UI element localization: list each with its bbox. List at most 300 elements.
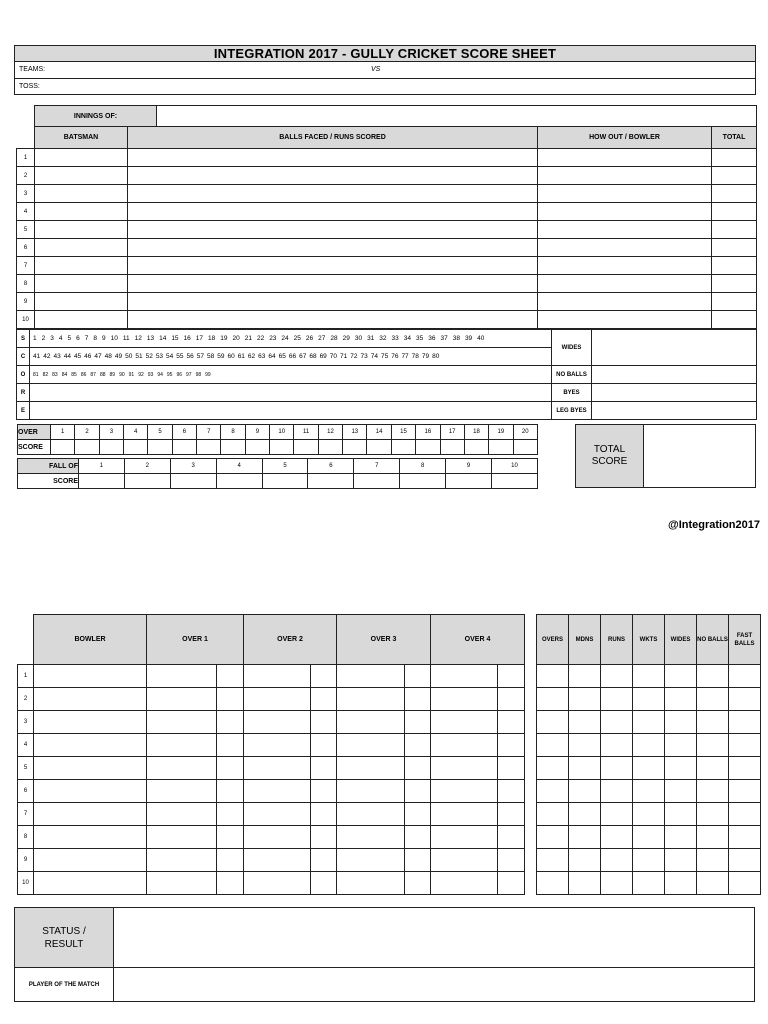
stat-field[interactable]: [633, 803, 665, 826]
stat-field[interactable]: [729, 665, 761, 688]
over-ball-field[interactable]: [311, 665, 337, 688]
bowling-row: [18, 849, 525, 872]
over-ball-field[interactable]: [405, 688, 431, 711]
stat-field[interactable]: [697, 711, 729, 734]
over-ball-field[interactable]: [431, 688, 498, 711]
balls-faced-field[interactable]: [128, 167, 538, 185]
stat-field[interactable]: [601, 711, 633, 734]
over-ball-field[interactable]: [431, 757, 498, 780]
batsman-name-field[interactable]: [35, 167, 128, 185]
bowler-name-field[interactable]: [34, 803, 147, 826]
over-score-field[interactable]: [440, 440, 464, 455]
over-ball-field[interactable]: [337, 872, 405, 895]
batsman-name-field[interactable]: [35, 221, 128, 239]
over-score-field[interactable]: [464, 440, 488, 455]
over-ball-field[interactable]: [405, 780, 431, 803]
score-number: 62: [247, 353, 256, 360]
over-ball-field[interactable]: [498, 688, 525, 711]
batsman-total-field[interactable]: [712, 203, 757, 221]
bowling-row-number: 9: [18, 849, 34, 872]
over-ball-field[interactable]: [147, 734, 217, 757]
score-number: 35: [416, 335, 424, 342]
over-ball-field[interactable]: [217, 826, 244, 849]
bowling-row-number: 6: [18, 780, 34, 803]
stat-field[interactable]: [665, 849, 697, 872]
score-numbers-cell[interactable]: [30, 348, 552, 366]
stat-field[interactable]: [601, 803, 633, 826]
stat-field[interactable]: [537, 780, 569, 803]
bowler-name-field[interactable]: [34, 734, 147, 757]
over-ball-field[interactable]: [431, 872, 498, 895]
bowler-name-field[interactable]: [34, 711, 147, 734]
bowler-name-field[interactable]: [34, 849, 147, 872]
over-ball-field[interactable]: [337, 688, 405, 711]
over-number: 15: [391, 425, 415, 440]
over-ball-field[interactable]: [244, 711, 311, 734]
batsman-name-field[interactable]: [35, 239, 128, 257]
over-ball-field[interactable]: [244, 803, 311, 826]
over-ball-field[interactable]: [405, 711, 431, 734]
stat-field[interactable]: [537, 826, 569, 849]
batsman-name-field[interactable]: [35, 257, 128, 275]
over-ball-field[interactable]: [217, 688, 244, 711]
total-score-field[interactable]: [644, 425, 756, 488]
stat-field[interactable]: [601, 665, 633, 688]
score-number: 9: [102, 335, 106, 342]
stat-field[interactable]: [665, 711, 697, 734]
score-number: 22: [256, 335, 265, 342]
stat-field[interactable]: [569, 849, 601, 872]
wicket-score-field[interactable]: [308, 474, 354, 489]
score-number: 3: [50, 335, 54, 342]
stat-field[interactable]: [569, 757, 601, 780]
over-score-field[interactable]: [99, 440, 123, 455]
score-number: 87: [90, 371, 96, 378]
bowler-name-field[interactable]: [34, 688, 147, 711]
stat-field[interactable]: [697, 826, 729, 849]
stat-field[interactable]: [633, 757, 665, 780]
score-number: 84: [61, 371, 68, 378]
over-score-field[interactable]: [124, 440, 148, 455]
batsman-total-field[interactable]: [712, 149, 757, 167]
over-ball-field[interactable]: [147, 872, 217, 895]
stat-field[interactable]: [697, 849, 729, 872]
score-number: 20: [232, 335, 240, 342]
wicket-score-field[interactable]: [124, 474, 170, 489]
over-score-field[interactable]: [489, 440, 513, 455]
wicket-score-field[interactable]: [354, 474, 400, 489]
over-ball-field[interactable]: [431, 826, 498, 849]
balls-faced-field[interactable]: [128, 185, 538, 203]
stat-field[interactable]: [569, 688, 601, 711]
over-ball-field[interactable]: [147, 849, 217, 872]
stat-field[interactable]: [729, 711, 761, 734]
over-score-field[interactable]: [270, 440, 294, 455]
stats-row: [537, 688, 761, 711]
stat-field[interactable]: [665, 780, 697, 803]
over-ball-field[interactable]: [147, 665, 217, 688]
score-numbers-cell[interactable]: [30, 330, 552, 348]
over-ball-field[interactable]: [311, 803, 337, 826]
balls-faced-field[interactable]: [128, 221, 538, 239]
stat-field[interactable]: [633, 849, 665, 872]
how-out-field[interactable]: [538, 257, 712, 275]
score-number: 39: [464, 335, 473, 342]
over-ball-field[interactable]: [498, 734, 525, 757]
over-ball-field[interactable]: [337, 826, 405, 849]
score-number: 56: [186, 353, 194, 360]
over-ball-field[interactable]: [405, 872, 431, 895]
over-score-field[interactable]: [367, 440, 391, 455]
stat-field[interactable]: [569, 780, 601, 803]
score-number: 32: [379, 335, 387, 342]
batsman-total-field[interactable]: [712, 239, 757, 257]
batsman-total-field[interactable]: [712, 167, 757, 185]
how-out-field[interactable]: [538, 275, 712, 293]
over-ball-field[interactable]: [244, 688, 311, 711]
extras-field[interactable]: [592, 384, 757, 402]
stat-field[interactable]: [569, 803, 601, 826]
stat-field[interactable]: [601, 734, 633, 757]
over-ball-field[interactable]: [244, 826, 311, 849]
over-ball-field[interactable]: [431, 711, 498, 734]
stat-field[interactable]: [601, 780, 633, 803]
how-out-field[interactable]: [538, 167, 712, 185]
over-ball-field[interactable]: [405, 665, 431, 688]
stat-field[interactable]: [665, 688, 697, 711]
stat-field[interactable]: [569, 665, 601, 688]
stat-field[interactable]: [633, 711, 665, 734]
over-ball-field[interactable]: [147, 757, 217, 780]
stat-field[interactable]: [601, 872, 633, 895]
score-number: 41: [33, 353, 41, 360]
score-number: 49: [114, 353, 123, 360]
over-ball-field[interactable]: [147, 711, 217, 734]
over1-header: OVER 1: [147, 615, 244, 665]
over-ball-field[interactable]: [311, 734, 337, 757]
stat-field[interactable]: [633, 688, 665, 711]
stat-field[interactable]: [633, 665, 665, 688]
innings-of-field[interactable]: [157, 106, 757, 127]
wicket-score-field[interactable]: [400, 474, 446, 489]
over-ball-field[interactable]: [147, 780, 217, 803]
stat-field[interactable]: [601, 826, 633, 849]
over-ball-field[interactable]: [337, 711, 405, 734]
batsman-total-field[interactable]: [712, 257, 757, 275]
over-ball-field[interactable]: [311, 826, 337, 849]
score-number: 34: [403, 335, 411, 342]
stats-row: [537, 803, 761, 826]
score-grid-row: [17, 330, 757, 348]
bowler-name-field[interactable]: [34, 826, 147, 849]
over-ball-field[interactable]: [244, 734, 311, 757]
over-ball-field[interactable]: [147, 803, 217, 826]
wicket-score-field[interactable]: [446, 474, 492, 489]
over-ball-field[interactable]: [311, 849, 337, 872]
stat-field[interactable]: [697, 803, 729, 826]
score-number: 15: [171, 335, 179, 342]
player-of-match-field[interactable]: [114, 968, 755, 1002]
stat-field[interactable]: [665, 872, 697, 895]
wicket-number: 8: [400, 459, 446, 474]
batsman-total-field[interactable]: [712, 293, 757, 311]
score-number: 17: [195, 335, 204, 342]
stat-field[interactable]: [537, 803, 569, 826]
batsman-total-field[interactable]: [712, 311, 757, 329]
over-ball-field[interactable]: [311, 757, 337, 780]
stat-field[interactable]: [729, 780, 761, 803]
over-ball-field[interactable]: [498, 849, 525, 872]
wicket-score-field[interactable]: [216, 474, 262, 489]
balls-faced-header: BALLS FACED / RUNS SCORED: [128, 127, 538, 149]
wicket-score-field[interactable]: [492, 474, 538, 489]
stat-field[interactable]: [601, 688, 633, 711]
stat-field[interactable]: [633, 734, 665, 757]
how-out-field[interactable]: [538, 311, 712, 329]
balls-faced-field[interactable]: [128, 275, 538, 293]
stat-field[interactable]: [697, 757, 729, 780]
stat-field[interactable]: [633, 780, 665, 803]
score-number: 45: [73, 353, 82, 360]
wicket-number: 6: [308, 459, 354, 474]
extras-field-wides[interactable]: [592, 330, 757, 366]
over-ball-field[interactable]: [431, 665, 498, 688]
score-number: 94: [157, 371, 163, 378]
stat-field[interactable]: [729, 826, 761, 849]
stat-field[interactable]: [665, 757, 697, 780]
teams-label: TEAMS:: [19, 66, 46, 73]
over-ball-field[interactable]: [405, 849, 431, 872]
over-ball-field[interactable]: [337, 757, 405, 780]
toss-row[interactable]: [14, 79, 756, 95]
over-ball-field[interactable]: [217, 780, 244, 803]
over-ball-field[interactable]: [337, 803, 405, 826]
stat-field[interactable]: [665, 826, 697, 849]
over-ball-field[interactable]: [337, 780, 405, 803]
batsman-name-field[interactable]: [35, 149, 128, 167]
over-ball-field[interactable]: [405, 826, 431, 849]
over-score-field[interactable]: [318, 440, 342, 455]
score-number: 25: [293, 335, 301, 342]
over-ball-field[interactable]: [498, 872, 525, 895]
stat-field[interactable]: [601, 849, 633, 872]
over-score-field[interactable]: [416, 440, 440, 455]
stat-field[interactable]: [729, 849, 761, 872]
extras-field[interactable]: [592, 366, 757, 384]
over-ball-field[interactable]: [431, 734, 498, 757]
stat-field[interactable]: [665, 734, 697, 757]
over-ball-field[interactable]: [217, 757, 244, 780]
stat-field[interactable]: [569, 826, 601, 849]
batsman-name-field[interactable]: [35, 275, 128, 293]
balls-faced-field[interactable]: [128, 257, 538, 275]
stat-field[interactable]: [569, 872, 601, 895]
balls-faced-field[interactable]: [128, 149, 538, 167]
over-ball-field[interactable]: [244, 757, 311, 780]
over-number: 17: [440, 425, 464, 440]
over-score-field[interactable]: [197, 440, 221, 455]
over-ball-field[interactable]: [431, 780, 498, 803]
how-out-field[interactable]: [538, 149, 712, 167]
wicket-number: 1: [79, 459, 125, 474]
over-score-field[interactable]: [221, 440, 245, 455]
score-number: 16: [183, 335, 191, 342]
balls-faced-field[interactable]: [128, 239, 538, 257]
extras-field[interactable]: [592, 402, 757, 420]
bowler-name-field[interactable]: [34, 780, 147, 803]
wicket-score-field[interactable]: [79, 474, 125, 489]
bowling-row: [18, 757, 525, 780]
over-ball-field[interactable]: [217, 849, 244, 872]
stat-field[interactable]: [633, 872, 665, 895]
over-score-field[interactable]: [294, 440, 318, 455]
how-out-field[interactable]: [538, 185, 712, 203]
how-out-field[interactable]: [538, 239, 712, 257]
wicket-score-field[interactable]: [170, 474, 216, 489]
over-ball-field[interactable]: [498, 711, 525, 734]
batsman-total-field[interactable]: [712, 275, 757, 293]
over-ball-field[interactable]: [217, 734, 244, 757]
stat-field[interactable]: [697, 780, 729, 803]
wicket-number: 5: [262, 459, 308, 474]
over-score-field[interactable]: [513, 440, 537, 455]
over-score-field[interactable]: [245, 440, 269, 455]
score-number: 37: [440, 335, 448, 342]
over-score-field[interactable]: [51, 440, 75, 455]
over-ball-field[interactable]: [217, 665, 244, 688]
over-ball-field[interactable]: [217, 872, 244, 895]
over-ball-field[interactable]: [498, 803, 525, 826]
over-ball-field[interactable]: [244, 665, 311, 688]
over-score-field[interactable]: [148, 440, 172, 455]
bowler-name-field[interactable]: [34, 872, 147, 895]
batsman-name-field[interactable]: [35, 203, 128, 221]
score-number: 52: [145, 353, 153, 360]
over-ball-field[interactable]: [498, 826, 525, 849]
stat-field[interactable]: [697, 872, 729, 895]
over4-header: OVER 4: [431, 615, 525, 665]
over-ball-field[interactable]: [244, 872, 311, 895]
over-number: 4: [124, 425, 148, 440]
balls-faced-field[interactable]: [128, 203, 538, 221]
stats-row: [537, 849, 761, 872]
result-table: [14, 907, 755, 1002]
batsman-total-field[interactable]: [712, 221, 757, 239]
over-ball-field[interactable]: [217, 711, 244, 734]
score-number: 43: [53, 353, 61, 360]
stat-field[interactable]: [569, 711, 601, 734]
stat-field[interactable]: [697, 688, 729, 711]
stat-field[interactable]: [537, 734, 569, 757]
stat-field[interactable]: [729, 734, 761, 757]
how-out-field[interactable]: [538, 203, 712, 221]
over-ball-field[interactable]: [405, 757, 431, 780]
stat-field[interactable]: [697, 665, 729, 688]
total-score-box: [575, 424, 756, 488]
stat-field[interactable]: [729, 757, 761, 780]
over-ball-field[interactable]: [217, 803, 244, 826]
bowling-row-number: 10: [18, 872, 34, 895]
score-numbers-cell[interactable]: [30, 402, 552, 420]
stat-field[interactable]: [601, 757, 633, 780]
status-result-label: STATUS / RESULT: [15, 908, 114, 968]
balls-faced-field[interactable]: [128, 311, 538, 329]
over-number: 20: [513, 425, 537, 440]
teams-row[interactable]: [14, 62, 756, 79]
stat-field[interactable]: [729, 872, 761, 895]
stat-field[interactable]: [537, 688, 569, 711]
over-ball-field[interactable]: [431, 803, 498, 826]
batting-row: [17, 221, 757, 239]
over-ball-field[interactable]: [311, 688, 337, 711]
over-ball-field[interactable]: [244, 780, 311, 803]
over-score-field[interactable]: [391, 440, 415, 455]
how-out-field[interactable]: [538, 293, 712, 311]
over-ball-field[interactable]: [405, 734, 431, 757]
stat-field[interactable]: [633, 826, 665, 849]
stat-field[interactable]: [665, 665, 697, 688]
over-ball-field[interactable]: [498, 757, 525, 780]
over-ball-field[interactable]: [311, 872, 337, 895]
over-score-field[interactable]: [75, 440, 99, 455]
stat-field[interactable]: [537, 665, 569, 688]
wicket-number: 4: [216, 459, 262, 474]
over-ball-field[interactable]: [311, 780, 337, 803]
over-ball-field[interactable]: [431, 849, 498, 872]
score-numbers-cell[interactable]: [30, 366, 552, 384]
score-number: 30: [354, 335, 363, 342]
bowler-name-field[interactable]: [34, 757, 147, 780]
over-ball-field[interactable]: [405, 803, 431, 826]
over-score-field[interactable]: [343, 440, 367, 455]
over-ball-field[interactable]: [147, 688, 217, 711]
over-number: 2: [75, 425, 99, 440]
stat-field[interactable]: [537, 711, 569, 734]
over-ball-field[interactable]: [498, 780, 525, 803]
over-ball-field[interactable]: [337, 665, 405, 688]
over-ball-field[interactable]: [337, 734, 405, 757]
status-result-field[interactable]: [114, 908, 755, 968]
bowler-name-field[interactable]: [34, 665, 147, 688]
score-number: 38: [452, 335, 460, 342]
batsman-name-field[interactable]: [35, 311, 128, 329]
stat-field[interactable]: [665, 803, 697, 826]
wicket-score-field[interactable]: [262, 474, 308, 489]
how-out-field[interactable]: [538, 221, 712, 239]
stat-field[interactable]: [537, 872, 569, 895]
stat-field[interactable]: [729, 803, 761, 826]
batsman-name-field[interactable]: [35, 185, 128, 203]
over-ball-field[interactable]: [337, 849, 405, 872]
batsman-name-field[interactable]: [35, 293, 128, 311]
score-numbers-cell[interactable]: [30, 384, 552, 402]
stat-field[interactable]: [569, 734, 601, 757]
over-ball-field[interactable]: [147, 826, 217, 849]
over-ball-field[interactable]: [498, 665, 525, 688]
score-number: 12: [134, 335, 142, 342]
stat-field[interactable]: [537, 849, 569, 872]
batsman-total-field[interactable]: [712, 185, 757, 203]
stat-field[interactable]: [729, 688, 761, 711]
over-ball-field[interactable]: [244, 849, 311, 872]
stat-field[interactable]: [537, 757, 569, 780]
score-number: 70: [329, 353, 338, 360]
bowling-row: [18, 872, 525, 895]
over-score-field[interactable]: [172, 440, 196, 455]
balls-faced-field[interactable]: [128, 293, 538, 311]
stat-field[interactable]: [697, 734, 729, 757]
over-ball-field[interactable]: [311, 711, 337, 734]
